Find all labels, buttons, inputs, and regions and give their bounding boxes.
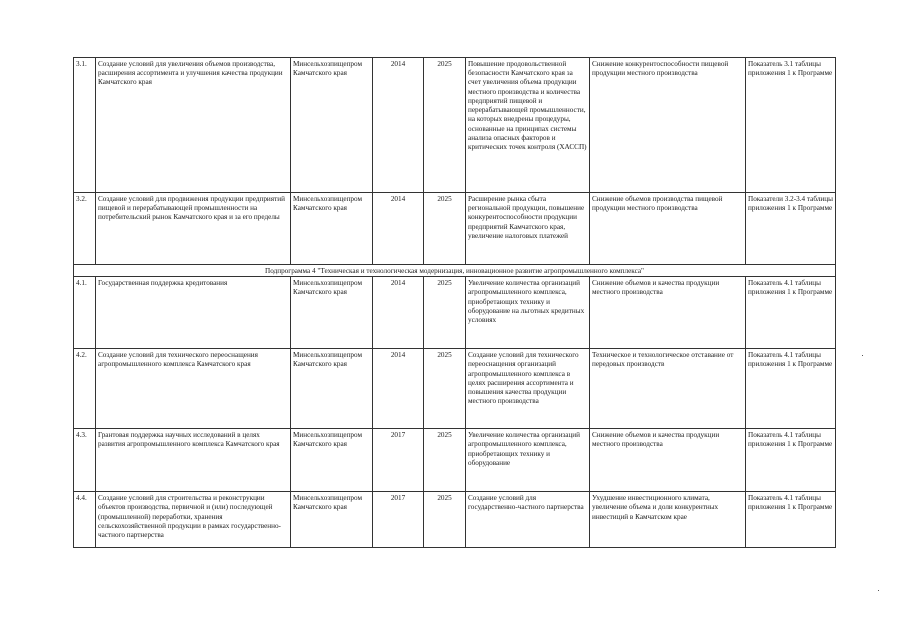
expected-result: Создание условий для государственно-частного партнерства xyxy=(466,492,590,548)
end-year: 2025 xyxy=(424,492,466,548)
start-year: 2017 xyxy=(373,429,424,492)
non-implementation-consequence: Снижение объемов производства пищевой продукции местного производства xyxy=(590,193,746,265)
table-row-4-3 xyxy=(74,429,836,492)
non-implementation-consequence: Снижение объемов и качества продукции местного производства xyxy=(590,277,746,349)
row-number: 3.2. xyxy=(74,193,96,265)
table-row-3-2 xyxy=(74,193,836,265)
row-number: 4.1. xyxy=(74,277,96,349)
program-measures-table xyxy=(73,57,836,548)
row-number: 4.3. xyxy=(74,429,96,492)
executor: Минсельхозпищепром Камчатского края xyxy=(291,349,373,429)
end-year: 2025 xyxy=(424,58,466,193)
start-year: 2014 xyxy=(373,193,424,265)
start-year: 2014 xyxy=(373,277,424,349)
indicator: Показатель 4.1 таблицы приложения 1 к Программе xyxy=(746,492,836,548)
measure-name: Государственная поддержка кредитования xyxy=(96,277,291,349)
expected-result: Создание условий для технического переоснащения организаций агропромышленного комплекса в целях расширения ассортимента и повышения качества продукции местного производства xyxy=(466,349,590,429)
indicator: Показатель 4.1 таблицы приложения 1 к Программе xyxy=(746,429,836,492)
table-row-3-1 xyxy=(74,58,836,193)
executor: Минсельхозпищепром Камчатского края xyxy=(291,58,373,193)
non-implementation-consequence: Снижение объемов и качества продукции местного производства xyxy=(590,429,746,492)
table-row-4-4 xyxy=(74,492,836,548)
start-year: 2017 xyxy=(373,492,424,548)
non-implementation-consequence: Снижение конкурентоспособности пищевой продукции местного производства xyxy=(590,58,746,193)
indicator: Показатель 4.1 таблицы приложения 1 к Программе xyxy=(746,349,836,429)
end-year: 2025 xyxy=(424,277,466,349)
indicator: Показатель 4.1 таблицы приложения 1 к Программе xyxy=(746,277,836,349)
measure-name: Создание условий для продвижения продукции предприятий пищевой и перерабатывающей промышленности на потребительский рынок Камчатского края и за его пределы xyxy=(96,193,291,265)
non-implementation-consequence: Ухудшение инвестиционного климата, увеличение объема и доли конкурентных инвестиций в Камчатском крае xyxy=(590,492,746,548)
executor: Минсельхозпищепром Камчатского края xyxy=(291,277,373,349)
scan-speck xyxy=(878,590,879,591)
expected-result: Увеличение количества организаций агропромышленного комплекса, приобретающих технику и оборудование на льготных кредитных условиях xyxy=(466,277,590,349)
row-number: 4.2. xyxy=(74,349,96,429)
end-year: 2025 xyxy=(424,349,466,429)
scan-speck xyxy=(862,355,863,356)
end-year: 2025 xyxy=(424,193,466,265)
start-year: 2014 xyxy=(373,349,424,429)
measure-name: Создание условий для технического переоснащения агропромышленного комплекса Камчатского края xyxy=(96,349,291,429)
row-number: 3.1. xyxy=(74,58,96,193)
end-year: 2025 xyxy=(424,429,466,492)
indicator: Показатель 3.1 таблицы приложения 1 к Программе xyxy=(746,58,836,193)
start-year: 2014 xyxy=(373,58,424,193)
expected-result: Расширение рынка сбыта региональной продукции, повышение конкурентоспособности продукции предприятий Камчатского края, увеличение налоговых платежей xyxy=(466,193,590,265)
table-row-4-2 xyxy=(74,349,836,429)
table-row-4-1 xyxy=(74,277,836,349)
executor: Минсельхозпищепром Камчатского края xyxy=(291,492,373,548)
subprogram-title: Подпрограмма 4 "Техническая и технологическая модернизация, инновационное развитие агропромышленного комплекса" xyxy=(74,265,836,277)
measure-name: Создание условий для строительства и реконструкции объектов производства, первичной и (или) последующей (промышленной) переработки, хранения сельскохозяйственной продукции в рамках государственно-частного партнерства xyxy=(96,492,291,548)
measure-name: Грантовая поддержка научных исследований в целях развития агропромышленного комплекса Камчатского края xyxy=(96,429,291,492)
indicator: Показатели 3.2-3.4 таблицы приложения 1 к Программе xyxy=(746,193,836,265)
executor: Минсельхозпищепром Камчатского края xyxy=(291,429,373,492)
executor: Минсельхозпищепром Камчатского края xyxy=(291,193,373,265)
non-implementation-consequence: Техническое и технологическое отставание от передовых производств xyxy=(590,349,746,429)
expected-result: Повышение продовольственной безопасности Камчатского края за счет увеличения объема продукции местного производства и количества предприятий пищевой и перерабатывающей промышленности, на которых внедрены процедуры, основанные на принципах системы анализа опасных факторов и критических точек контроля (ХАССП) xyxy=(466,58,590,193)
expected-result: Увеличение количества организаций агропромышленного комплекса, приобретающих технику и оборудование xyxy=(466,429,590,492)
subprogram-heading-row xyxy=(74,265,836,277)
measure-name: Создание условий для увеличения объемов производства, расширения ассортимента и улучшения качества продукции Камчатского края xyxy=(96,58,291,193)
row-number: 4.4. xyxy=(74,492,96,548)
